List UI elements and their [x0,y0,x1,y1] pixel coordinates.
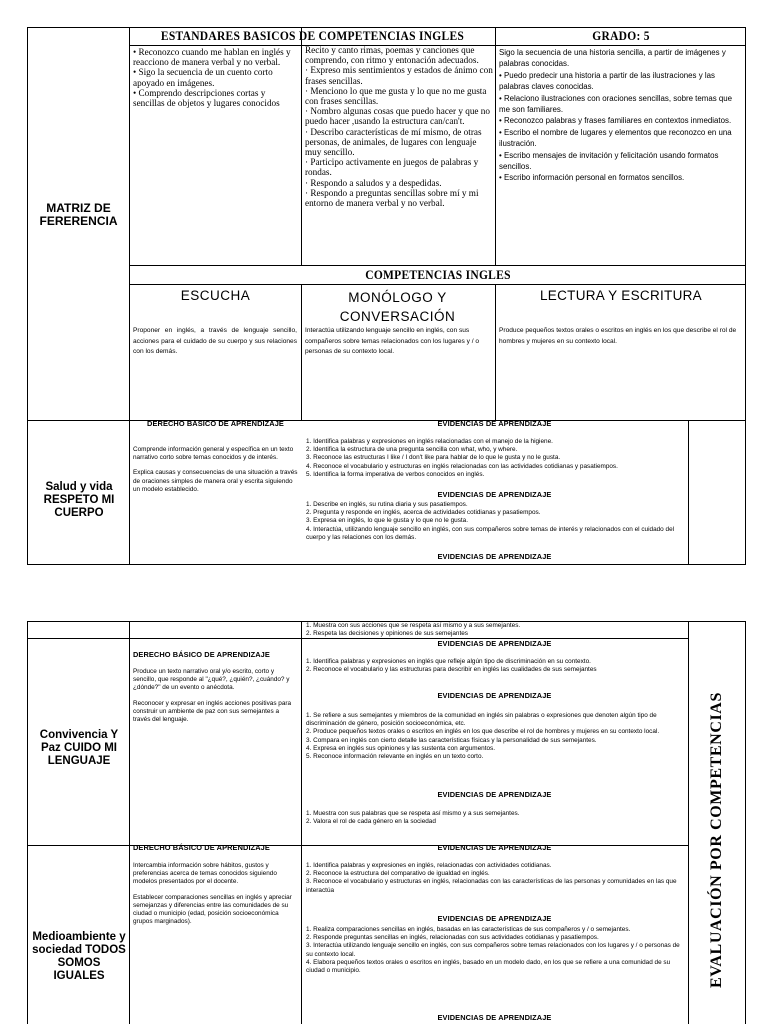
evidencias-label: EVIDENCIAS DE APRENDIZAJE [437,552,552,561]
dba-paragraph: Explica causas y consecuencias de una situación a través de oraciones simples de manera oral y escrita siguiendo un modelo establecido. [133,469,298,493]
evidencias-label: EVIDENCIAS DE APRENDIZAJE [437,914,552,923]
evidence-item: 2. Identifica la estructura de una pregunta sencilla con what, who, y where. [306,446,518,454]
evidencias-label: EVIDENCIAS DE APRENDIZAJE [437,1013,552,1022]
medio-label: Medioambiente y sociedad TODOS SOMOS IGUALES [32,931,126,982]
dba-paragraph: Reconocer y expresar en inglés acciones positivas para construir un ambiente de paz con sus semejantes a través del lenguaje. [133,699,292,724]
standard-item: • Puedo predecir una historia a partir de las ilustraciones y las palabras claves conocidas. [499,70,715,92]
standard-item: · Participo activamente en juegos de palabras y rondas. [305,157,479,178]
standard-item: • Escribo mensajes de invitación y felicitación usando formatos sencillos. [499,150,719,172]
evidence-item: 2. Respeta las decisiones y opiniones de sus semejantes [306,630,468,638]
dba-label: DERECHO BÁSICO DE APRENDIZAJE [133,843,270,852]
matriz-label: MATRIZ DE FERERENCIA [39,201,118,228]
evidence-item: 1. Muestra con sus acciones que se respeta así mismo y a sus semejantes. [306,622,521,629]
convivencia-evidencias-1 [306,658,686,674]
standard-item: • Reconozco cuando me hablan en inglés y reacciono de manera verbal y no verbal. [133,47,291,68]
evidencias-label: EVIDENCIAS DE APRENDIZAJE [437,790,552,799]
side-title-container [689,680,745,1000]
standard-item: • Reconozco palabras y frases familiares en contextos inmediatos. [499,116,732,126]
evidence-item: 4. Interactúa, utilizando lenguaje sencillo en inglés, con sus compañeros sobre temas de interés y relacionados con el cuidado del cuerpo y las relaciones con los demás. [306,525,675,541]
evidence-item: 2. Pregunta y responde en inglés, acerca de actividades cotidianas y pasatiempos. [306,509,541,517]
dba-label: DERECHO BÁSICO DE APRENDIZAJE [133,650,270,659]
evidence-item: 1. Identifica palabras y expresiones en inglés que refleje algún tipo de discriminación en su contexto. [306,658,591,665]
evidence-item: 1. Identifica palabras y expresiones en inglés, relacionadas con actividades cotidianas. [306,862,552,869]
evidence-item: 1. Se refiere a sus semejantes y miembros de la comunidad en inglés sin palabras o expresiones que denoten algún tipo de discriminación de género, posición socioeconómica, etc. [306,712,657,728]
standard-item: • Escribo el nombre de lugares y elementos que reconozco en una ilustración. [499,127,732,149]
evidencias-label: EVIDENCIAS DE APRENDIZAJE [437,419,552,428]
evidence-item: 2. Responde preguntas sencillas en inglés, relacionadas con sus actividades cotidianas y pasatiempos. [306,934,599,942]
evidence-item: 3. Compara en inglés con cierto detalle las características físicas y la personalidad de sus semejantes. [306,736,597,744]
competencia-text-lectura: Produce pequeños textos orales o escritos en inglés en los que describe el rol de hombres y mujeres en su contexto local. [499,327,737,345]
evidence-item: 1. Identifica palabras y expresiones en inglés relacionadas con el manejo de la higiene. [306,438,553,445]
standard-item: • Sigo la secuencia de un cuento corto apoyado en imágenes. [133,67,273,88]
competencias-title: COMPETENCIAS INGLES [365,268,511,282]
evidencias-label: EVIDENCIAS DE APRENDIZAJE [437,639,552,648]
standards-title: ESTANDARES BASICOS DE COMPETENCIAS INGLES [160,29,465,43]
standard-item: • Relaciono ilustraciones con oraciones sencillas, sobre temas que me son familiares. [499,93,733,115]
evidence-item: 4. Reconoce el vocabulario y estructuras en inglés relacionadas con las actividades cotidianas y pasatiempos. [306,462,618,470]
standard-item: • Escribo información personal en formatos sencillos. [499,173,685,183]
evidence-item: 2. Reconoce el vocabulario y las estructuras para describir en inglés las cualidades de sus semejantes [306,666,597,674]
evidence-item: 2. Produce pequeños textos orales o escritos en inglés en los que describe el rol de hombres y mujeres en su contexto local. [306,728,660,736]
dba-paragraph: Intercambia información sobre hábitos, gustos y preferencias acerca de temas conocidos siguiendo modelos presentados por el docente. [133,862,277,886]
competencia-heading-escucha: ESCUCHA [180,288,251,303]
standard-item: · Menciono lo que me gusta y lo que no me gusta con frases sencillas. [305,85,487,107]
salud-label: Salud y vida RESPETO MI CUERPO [43,480,115,519]
medio-dba-text [133,862,298,926]
dba-paragraph: Comprende información general y específica en un texto narrativo corto sobre temas conocidos y de interés. [133,446,294,462]
evidence-item: 5. Identifica la forma imperativa de verbos conocidos en inglés. [306,470,485,478]
salud-evidencias-2 [306,501,686,542]
standard-item: • Comprendo descripciones cortas y sencillas de objetos y lugares conocidos [133,87,280,109]
evidence-item: 1. Muestra con sus palabras que se respeta así mismo y a sus semejantes. [306,810,520,817]
evidence-item: 4. Expresa en inglés sus opiniones y las sustenta con argumentos. [306,744,495,752]
convivencia-label: Convivencia Y Paz CUIDO MI LENGUAJE [39,728,119,767]
dba-label: DERECHO BASICO DE APRENDIZAJE [147,419,284,428]
grade-label: GRADO: 5 [592,29,650,43]
convivencia-dba-text [133,668,298,724]
standard-item: · Expreso mis sentimientos y estados de ánimo con frases sencillas. [305,65,493,86]
evidence-item: 3. Reconoce el vocabulario y estructuras en inglés, relacionadas con las características de las personas y comunidades en las que interactúa [306,878,677,894]
competencia-text-escucha: Proponer en inglés, a través de lenguaje sencillo, acciones para el cuidado de su cuerpo y sus relaciones con los demás. [133,327,297,356]
convivencia-evidencias-3 [306,810,686,826]
evidence-item: 2. Valora el rol de cada género en la sociedad [306,818,436,826]
standard-item: · Respondo a preguntas sencillas sobre mí y mi entorno de manera verbal y no verbal. [305,187,479,209]
evidence-item: 1. Realiza comparaciones sencillas en inglés, basadas en las características de sus compañeros y / o semejantes. [306,926,631,933]
standards-listening [133,47,298,108]
evidence-item: 3. Expresa en inglés, lo que le gusta y lo que no le gusta. [306,517,469,525]
competencia-heading-lectura: LECTURA Y ESCRITURA [540,288,702,303]
standard-item: Sigo la secuencia de una historia sencilla, a partir de imágenes y palabras conocidas. [499,48,726,69]
competencia-text-monologo: Interactúa utilizando lenguaje sencillo en inglés, con sus compañeros sobre temas relacionados con los lugares y / o personas de su contexto local. [305,327,480,356]
medio-evidencias-2 [306,926,686,975]
standard-item: · Respondo a saludos y a despedidas. [305,177,442,188]
standard-item: · Nombro algunas cosas que puedo hacer y que no puedo hacer ,usando la estructura can/can't. [305,106,490,127]
convivencia-evidencias-2 [306,712,686,761]
evidence-item: 5. Reconoce información relevante en inglés en un texto corto. [306,753,484,761]
evidence-item: 3. Reconoce las estructuras I like / I don't like para hablar de lo que le gusta y no le gusta. [306,454,561,462]
evidence-item: 1. Describe en inglés, su rutina diaria y sus pasatiempos. [306,501,468,508]
evidence-item: 2. Reconoce la estructura del comparativo de igualdad en inglés. [306,870,490,878]
evidence-item: 4. Elabora pequeños textos orales o escritos en inglés, basado en un modelo dado, en los que se refiere a una comunidad de su ciudad o municipio. [306,958,671,975]
standards-reading-writing [499,47,744,184]
evidencias-label: EVIDENCIAS DE APRENDIZAJE [437,490,552,499]
standard-item: Recito y canto rimas, poemas y canciones que comprendo, con ritmo y entonación adecuados. [305,45,479,66]
dba-paragraph: Produce un texto narrativo oral y/o escrito, corto y sencillo, que responde al "¿qué?, ¿quién?, ¿cuándo? y ¿dónde?" de un evento o anécdota. [133,668,290,692]
evidencias-label: EVIDENCIAS DE APRENDIZAJE [437,843,552,852]
competencia-heading-monologo: MONÓLOGO Y CONVERSACIÓN [339,290,456,324]
evidencias-label: EVIDENCIAS DE APRENDIZAJE [437,691,552,700]
side-title: EVALUACIÓN POR COMPETENCIAS [708,692,725,988]
medio-evidencias-1 [306,862,686,895]
salud-dba-text [133,446,298,494]
standard-item: · Describo características de mí mismo, de otras personas, de animales, de lugares con lenguaje muy sencillo. [305,126,482,158]
evidence-item: 3. Interactúa utilizando lenguaje sencillo en inglés, con sus compañeros sobre temas relacionados con los lugares y / o personas de su contexto local. [306,942,680,958]
page2-top-items [306,622,686,638]
salud-evidencias-1 [306,438,686,479]
dba-paragraph: Establecer comparaciones sencillas en inglés y apreciar semejanzas y diferencias entre las comunidades de su ciudad o municipio (edad, posición socioeconómica grupos marginados). [133,893,292,926]
standards-speaking [305,45,493,208]
